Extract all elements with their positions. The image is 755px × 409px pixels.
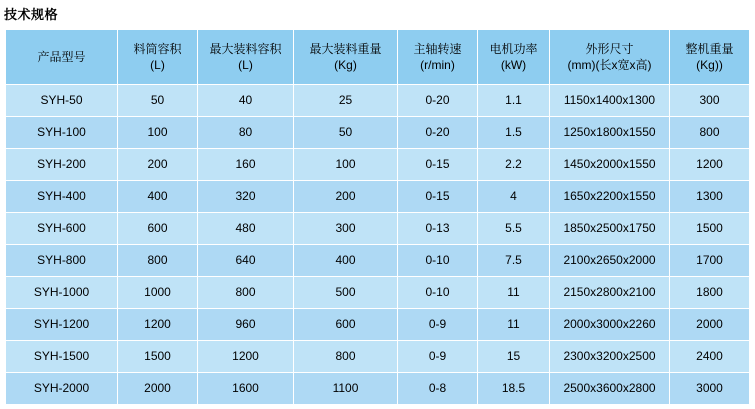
cell-spindle-speed: 0-10	[398, 277, 478, 309]
cell-spindle-speed: 0-15	[398, 149, 478, 181]
cell-barrel-volume: 1500	[118, 341, 198, 373]
cell-model: SYH-1500	[6, 341, 118, 373]
cell-dimensions: 2150x2800x2100	[550, 277, 670, 309]
cell-spindle-speed: 0-8	[398, 373, 478, 405]
cell-max-charge-volume: 80	[198, 117, 294, 149]
table-row	[6, 85, 750, 117]
cell-motor-power: 5.5	[478, 213, 550, 245]
cell-model: SYH-2000	[6, 373, 118, 405]
cell-barrel-volume: 800	[118, 245, 198, 277]
cell-spindle-speed: 0-10	[398, 245, 478, 277]
table-row	[6, 117, 750, 149]
cell-barrel-volume: 50	[118, 85, 198, 117]
cell-spindle-speed: 0-13	[398, 213, 478, 245]
cell-barrel-volume: 2000	[118, 373, 198, 405]
column-header-model: 产品型号	[6, 30, 118, 85]
cell-barrel-volume: 600	[118, 213, 198, 245]
cell-max-charge-volume: 1600	[198, 373, 294, 405]
cell-motor-power: 18.5	[478, 373, 550, 405]
cell-dimensions: 1450x2000x1550	[550, 149, 670, 181]
column-header-barrel-volume: 料筒容积 (L)	[118, 30, 198, 85]
cell-max-charge-weight: 200	[294, 181, 398, 213]
cell-total-weight: 300	[670, 85, 750, 117]
cell-model: SYH-400	[6, 181, 118, 213]
cell-max-charge-weight: 100	[294, 149, 398, 181]
cell-total-weight: 2400	[670, 341, 750, 373]
table-header	[6, 30, 750, 85]
cell-spindle-speed: 0-9	[398, 309, 478, 341]
table-row	[6, 213, 750, 245]
table-row	[6, 309, 750, 341]
cell-max-charge-weight: 500	[294, 277, 398, 309]
specifications-table	[5, 29, 750, 405]
cell-motor-power: 1.5	[478, 117, 550, 149]
cell-motor-power: 2.2	[478, 149, 550, 181]
cell-max-charge-weight: 300	[294, 213, 398, 245]
cell-total-weight: 1200	[670, 149, 750, 181]
page-title: 技术规格	[4, 7, 59, 22]
column-header-max-charge-volume: 最大装料容积 (L)	[198, 30, 294, 85]
cell-total-weight: 1700	[670, 245, 750, 277]
cell-motor-power: 11	[478, 277, 550, 309]
cell-barrel-volume: 400	[118, 181, 198, 213]
table-row	[6, 245, 750, 277]
cell-dimensions: 1250x1800x1550	[550, 117, 670, 149]
cell-spindle-speed: 0-9	[398, 341, 478, 373]
cell-total-weight: 800	[670, 117, 750, 149]
cell-model: SYH-100	[6, 117, 118, 149]
table-body	[6, 85, 750, 405]
cell-motor-power: 1.1	[478, 85, 550, 117]
cell-max-charge-volume: 1200	[198, 341, 294, 373]
cell-model: SYH-200	[6, 149, 118, 181]
cell-motor-power: 7.5	[478, 245, 550, 277]
cell-barrel-volume: 1200	[118, 309, 198, 341]
cell-barrel-volume: 1000	[118, 277, 198, 309]
cell-dimensions: 2500x3600x2800	[550, 373, 670, 405]
cell-max-charge-weight: 400	[294, 245, 398, 277]
cell-dimensions: 2300x3200x2500	[550, 341, 670, 373]
cell-dimensions: 2100x2650x2000	[550, 245, 670, 277]
column-header-total-weight: 整机重量 (Kg))	[670, 30, 750, 85]
cell-total-weight: 2000	[670, 309, 750, 341]
column-header-spindle-speed: 主轴转速 (r/min)	[398, 30, 478, 85]
cell-motor-power: 4	[478, 181, 550, 213]
cell-motor-power: 15	[478, 341, 550, 373]
cell-dimensions: 1650x2200x1550	[550, 181, 670, 213]
table-row	[6, 341, 750, 373]
cell-max-charge-volume: 960	[198, 309, 294, 341]
cell-max-charge-volume: 480	[198, 213, 294, 245]
cell-max-charge-weight: 800	[294, 341, 398, 373]
cell-dimensions: 1150x1400x1300	[550, 85, 670, 117]
cell-total-weight: 1800	[670, 277, 750, 309]
cell-barrel-volume: 100	[118, 117, 198, 149]
table-row	[6, 373, 750, 405]
table-row	[6, 181, 750, 213]
column-header-max-charge-weight: 最大装料重量 (Kg)	[294, 30, 398, 85]
column-header-dimensions: 外形尺寸 (mm)(长x宽x高)	[550, 30, 670, 85]
header-row	[6, 30, 750, 85]
cell-max-charge-weight: 50	[294, 117, 398, 149]
column-header-motor-power: 电机功率 (kW)	[478, 30, 550, 85]
cell-spindle-speed: 0-20	[398, 85, 478, 117]
cell-max-charge-weight: 600	[294, 309, 398, 341]
cell-motor-power: 11	[478, 309, 550, 341]
cell-model: SYH-800	[6, 245, 118, 277]
cell-max-charge-volume: 640	[198, 245, 294, 277]
cell-max-charge-volume: 160	[198, 149, 294, 181]
cell-model: SYH-1000	[6, 277, 118, 309]
cell-max-charge-weight: 1100	[294, 373, 398, 405]
cell-total-weight: 1300	[670, 181, 750, 213]
cell-total-weight: 3000	[670, 373, 750, 405]
cell-model: SYH-600	[6, 213, 118, 245]
table-row	[6, 277, 750, 309]
cell-max-charge-volume: 40	[198, 85, 294, 117]
cell-max-charge-volume: 800	[198, 277, 294, 309]
table-row	[6, 149, 750, 181]
cell-max-charge-weight: 25	[294, 85, 398, 117]
cell-spindle-speed: 0-20	[398, 117, 478, 149]
cell-model: SYH-50	[6, 85, 118, 117]
cell-total-weight: 1500	[670, 213, 750, 245]
cell-barrel-volume: 200	[118, 149, 198, 181]
cell-dimensions: 2000x3000x2260	[550, 309, 670, 341]
cell-dimensions: 1850x2500x1750	[550, 213, 670, 245]
cell-spindle-speed: 0-15	[398, 181, 478, 213]
cell-max-charge-volume: 320	[198, 181, 294, 213]
cell-model: SYH-1200	[6, 309, 118, 341]
